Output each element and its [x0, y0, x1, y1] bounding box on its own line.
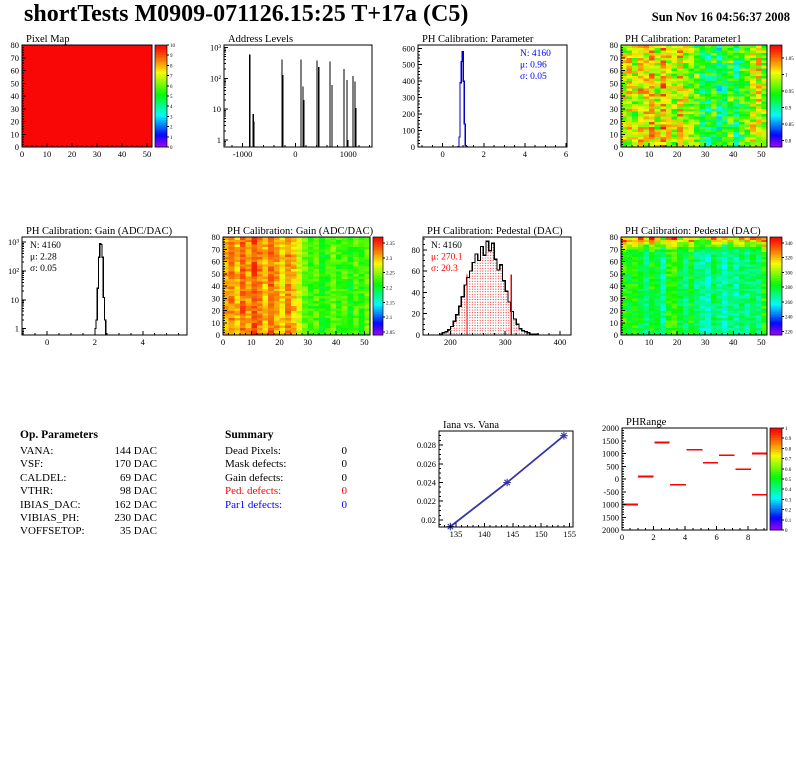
- svg-text:PH Calibration: Gain (ADC/DAC): PH Calibration: Gain (ADC/DAC): [26, 226, 173, 237]
- svg-text:0: 0: [19, 149, 25, 159]
- svg-text:30: 30: [92, 149, 102, 159]
- svg-text:30: 30: [700, 337, 710, 347]
- panel-ph-gain-map: [196, 218, 400, 358]
- summary-value: 0: [341, 498, 347, 511]
- svg-text:20: 20: [211, 305, 220, 316]
- svg-text:240: 240: [785, 315, 793, 321]
- svg-text:20: 20: [672, 337, 682, 347]
- parameter-row: [20, 499, 157, 512]
- svg-text:-500: -500: [603, 486, 619, 497]
- svg-text:40: 40: [331, 337, 341, 347]
- svg-text:0: 0: [14, 142, 19, 152]
- svg-text:0: 0: [614, 474, 619, 484]
- svg-text:0.02: 0.02: [421, 514, 436, 525]
- svg-text:20: 20: [10, 116, 19, 127]
- panel-ph-parameter: [396, 33, 596, 160]
- summary-value: 0: [341, 471, 347, 484]
- svg-text:20: 20: [672, 149, 682, 159]
- svg-text:40: 40: [117, 149, 127, 159]
- svg-text:100: 100: [402, 125, 415, 136]
- svg-text:1: 1: [170, 135, 173, 141]
- svg-text:40: 40: [10, 91, 19, 101]
- panel-ph-parameter1: [590, 33, 796, 160]
- panel-address-levels: [196, 33, 396, 160]
- svg-text:4: 4: [522, 149, 527, 159]
- svg-text:50: 50: [609, 78, 618, 89]
- svg-text:2000: 2000: [602, 423, 619, 433]
- parameter-row: [20, 445, 157, 458]
- parameter-value: 98 DAC: [120, 485, 157, 498]
- op-parameters-rows: [20, 445, 157, 539]
- svg-text:10: 10: [10, 129, 19, 140]
- svg-text:0: 0: [215, 330, 220, 340]
- svg-text:10: 10: [644, 337, 654, 347]
- svg-text:50: 50: [211, 268, 220, 279]
- parameter-value: 162 DAC: [114, 498, 157, 511]
- svg-text:N: 4160: N: 4160: [520, 49, 551, 59]
- svg-text:0.028: 0.028: [416, 440, 436, 451]
- svg-text:4: 4: [140, 337, 145, 347]
- svg-text:600: 600: [402, 43, 415, 54]
- svg-text:280: 280: [785, 286, 793, 292]
- svg-text:0.026: 0.026: [416, 458, 436, 469]
- svg-text:30: 30: [303, 337, 313, 347]
- parameter-label: VOFFSETOP:: [20, 525, 85, 538]
- iana-vs-vana-chart: [396, 408, 596, 548]
- parameter-label: IBIAS_DAC:: [20, 498, 81, 511]
- panel-ph-pedestal-map: [590, 218, 796, 358]
- svg-text:50: 50: [609, 268, 618, 279]
- svg-text:6: 6: [714, 532, 719, 542]
- svg-text:σ: 20.3: σ: 20.3: [431, 264, 458, 274]
- parameter-value: 69 DAC: [120, 471, 157, 484]
- svg-text:6: 6: [563, 149, 569, 159]
- svg-text:0: 0: [440, 149, 445, 159]
- svg-text:150: 150: [534, 529, 548, 539]
- svg-text:0: 0: [293, 149, 298, 159]
- parameter-row: [20, 458, 157, 471]
- summary-label: Gain defects:: [225, 471, 284, 484]
- svg-text:70: 70: [211, 244, 220, 255]
- svg-text:2.25: 2.25: [386, 271, 395, 277]
- op-parameters-title: Op. Parameters: [20, 429, 98, 441]
- svg-text:Pixel Map: Pixel Map: [26, 34, 70, 45]
- svg-text:40: 40: [729, 337, 738, 347]
- svg-text:10: 10: [644, 149, 654, 159]
- svg-text:PH Calibration: Parameter: PH Calibration: Parameter: [422, 34, 534, 45]
- page-title: shortTests M0909-071126.15:25 T+17a (C5): [24, 1, 469, 27]
- svg-text:1000: 1000: [602, 448, 619, 459]
- svg-text:10³: 10³: [7, 237, 19, 248]
- svg-text:5: 5: [170, 95, 173, 100]
- svg-text:10²: 10²: [7, 265, 19, 276]
- svg-text:2.1: 2.1: [386, 316, 393, 322]
- parameter-value: 144 DAC: [114, 445, 157, 457]
- svg-text:1: 1: [785, 427, 788, 432]
- svg-text:10: 10: [247, 337, 256, 347]
- svg-text:1: 1: [785, 73, 788, 79]
- summary-row: [225, 472, 347, 485]
- summary-block: [225, 429, 347, 512]
- parameter-value: 170 DAC: [114, 458, 157, 471]
- svg-text:30: 30: [700, 149, 710, 159]
- svg-text:340: 340: [785, 241, 793, 247]
- summary-value: 0: [341, 445, 347, 457]
- svg-text:6: 6: [170, 84, 173, 90]
- svg-text:0.7: 0.7: [785, 457, 792, 463]
- svg-text:PH Calibration: Pedestal (DAC): PH Calibration: Pedestal (DAC): [625, 226, 761, 237]
- parameter-row: [20, 525, 157, 538]
- parameter-value: 35 DAC: [120, 525, 157, 538]
- timestamp: Sun Nov 16 04:56:37 2008: [651, 10, 790, 24]
- svg-text:0.3: 0.3: [785, 498, 792, 504]
- svg-text:60: 60: [609, 65, 618, 76]
- summary-row: [225, 445, 347, 458]
- svg-text:2.3: 2.3: [386, 256, 393, 262]
- svg-text:60: 60: [211, 256, 220, 267]
- svg-text:2.35: 2.35: [386, 241, 395, 247]
- svg-text:0.5: 0.5: [785, 478, 792, 483]
- svg-text:1000: 1000: [602, 499, 619, 510]
- svg-text:2: 2: [481, 149, 486, 159]
- svg-text:300: 300: [498, 337, 512, 347]
- svg-text:PHRange: PHRange: [626, 417, 667, 428]
- svg-text:10: 10: [10, 294, 19, 305]
- svg-text:80: 80: [411, 244, 420, 255]
- svg-text:10²: 10²: [209, 73, 221, 84]
- svg-text:4: 4: [170, 105, 173, 111]
- svg-text:0.85: 0.85: [785, 122, 794, 128]
- summary-label: Ped. defects:: [225, 485, 282, 498]
- svg-text:40: 40: [609, 281, 618, 291]
- svg-text:30: 30: [609, 103, 618, 114]
- svg-text:0.8: 0.8: [785, 447, 792, 453]
- svg-text:2.15: 2.15: [386, 301, 395, 307]
- ph-gain-hist-chart: [0, 218, 200, 358]
- svg-text:70: 70: [609, 52, 618, 63]
- svg-text:μ: 270.1: μ: 270.1: [431, 252, 463, 263]
- svg-text:260: 260: [785, 300, 793, 306]
- ph-gain-map-chart: [196, 218, 400, 358]
- parameter-row: [20, 512, 157, 525]
- svg-text:140: 140: [478, 529, 491, 539]
- svg-text:320: 320: [785, 256, 793, 262]
- svg-text:50: 50: [757, 149, 766, 159]
- svg-text:155: 155: [563, 529, 576, 539]
- svg-text:80: 80: [609, 40, 618, 50]
- svg-text:8: 8: [170, 64, 173, 70]
- svg-text:10: 10: [609, 317, 618, 328]
- svg-text:0: 0: [613, 330, 618, 340]
- address-levels-chart: [196, 33, 396, 160]
- svg-text:0.8: 0.8: [785, 139, 792, 145]
- svg-text:1.05: 1.05: [785, 57, 794, 63]
- parameter-label: VIBIAS_PH:: [20, 512, 80, 525]
- svg-text:10³: 10³: [209, 42, 221, 53]
- svg-text:0: 0: [410, 142, 415, 152]
- svg-text:2: 2: [651, 532, 656, 542]
- op-parameters-block: [20, 429, 157, 539]
- svg-text:300: 300: [402, 92, 415, 103]
- svg-text:500: 500: [606, 461, 619, 472]
- svg-text:μ: 0.96: μ: 0.96: [520, 60, 547, 71]
- svg-text:200: 200: [444, 337, 457, 347]
- svg-text:0: 0: [618, 337, 624, 347]
- svg-text:200: 200: [402, 109, 415, 120]
- summary-label: Par1 defects:: [225, 498, 283, 511]
- svg-text:50: 50: [757, 337, 766, 347]
- pixel-map-chart: [0, 33, 200, 160]
- ph-parameter-chart: [396, 33, 596, 160]
- svg-text:2000: 2000: [602, 525, 619, 535]
- svg-text:0: 0: [44, 337, 50, 347]
- svg-text:0.9: 0.9: [785, 106, 792, 112]
- svg-text:N: 4160: N: 4160: [30, 241, 61, 251]
- svg-text:2: 2: [170, 125, 173, 131]
- summary-row: [225, 499, 347, 512]
- svg-text:Iana vs. Vana: Iana vs. Vana: [443, 420, 500, 431]
- parameter-value: 230 DAC: [114, 512, 157, 525]
- svg-text:1500: 1500: [602, 435, 619, 446]
- svg-text:70: 70: [609, 244, 618, 255]
- svg-text:80: 80: [211, 232, 220, 242]
- panel-ph-range: [590, 408, 796, 548]
- svg-text:135: 135: [449, 529, 463, 539]
- svg-text:50: 50: [10, 78, 19, 89]
- svg-text:PH Calibration: Parameter1: PH Calibration: Parameter1: [625, 34, 742, 45]
- ph-pedestal-map-chart: [590, 218, 796, 358]
- summary-value: 0: [341, 458, 347, 471]
- svg-text:0: 0: [613, 142, 618, 152]
- svg-text:1: 1: [216, 135, 221, 146]
- svg-text:500: 500: [402, 59, 415, 70]
- summary-label: Dead Pixels:: [225, 445, 281, 457]
- svg-text:400: 400: [402, 76, 415, 87]
- parameter-row: [20, 485, 157, 498]
- panel-ph-pedestal-hist: [396, 218, 596, 358]
- svg-text:0.95: 0.95: [785, 90, 794, 96]
- svg-text:0.6: 0.6: [785, 467, 792, 473]
- svg-text:0: 0: [619, 532, 625, 542]
- svg-text:40: 40: [609, 91, 618, 101]
- svg-text:220: 220: [785, 330, 793, 336]
- ph-parameter1-chart: [590, 33, 796, 160]
- svg-text:0: 0: [785, 529, 788, 534]
- svg-text:40: 40: [411, 287, 420, 298]
- svg-text:9: 9: [170, 54, 173, 60]
- svg-text:80: 80: [609, 232, 618, 242]
- ph-pedestal-hist-chart: [396, 218, 596, 358]
- svg-text:8: 8: [745, 532, 751, 542]
- svg-text:10: 10: [211, 317, 220, 328]
- svg-text:1000: 1000: [339, 149, 357, 159]
- svg-text:0: 0: [170, 146, 173, 151]
- panel-iana-vs-vana: [396, 408, 596, 548]
- parameter-label: VTHR:: [20, 485, 53, 498]
- svg-text:50: 50: [142, 149, 152, 159]
- summary-label: Mask defects:: [225, 458, 287, 471]
- svg-text:30: 30: [211, 293, 220, 304]
- svg-text:0.022: 0.022: [416, 496, 436, 507]
- svg-text:μ: 2.28: μ: 2.28: [30, 252, 57, 263]
- svg-text:40: 40: [729, 149, 738, 159]
- svg-text:0: 0: [220, 337, 226, 347]
- parameter-label: VSF:: [20, 458, 44, 471]
- svg-text:30: 30: [609, 293, 618, 304]
- svg-text:20: 20: [67, 149, 77, 159]
- svg-text:2: 2: [92, 337, 98, 347]
- summary-row: [225, 458, 347, 471]
- svg-text:Address Levels: Address Levels: [228, 34, 294, 45]
- svg-text:20: 20: [275, 337, 284, 347]
- summary-title: Summary: [225, 429, 274, 441]
- svg-text:10: 10: [212, 104, 221, 115]
- svg-text:-1000: -1000: [232, 149, 253, 159]
- ph-range-chart: [590, 408, 796, 548]
- svg-text:2.05: 2.05: [386, 331, 395, 337]
- summary-value: 0: [341, 485, 347, 498]
- svg-text:2.2: 2.2: [386, 286, 393, 292]
- panel-ph-gain-hist: [0, 218, 200, 358]
- svg-text:N: 4160: N: 4160: [431, 241, 462, 251]
- svg-text:0.9: 0.9: [785, 437, 792, 443]
- svg-text:0.2: 0.2: [785, 508, 792, 514]
- parameter-row: [20, 472, 157, 485]
- svg-text:60: 60: [609, 256, 618, 267]
- svg-text:145: 145: [506, 529, 520, 539]
- svg-text:10: 10: [42, 149, 52, 159]
- svg-text:70: 70: [10, 52, 19, 63]
- svg-text:50: 50: [360, 337, 369, 347]
- svg-text:300: 300: [785, 271, 793, 277]
- svg-text:20: 20: [411, 308, 420, 319]
- svg-text:3: 3: [170, 115, 173, 121]
- svg-text:1500: 1500: [602, 512, 619, 523]
- svg-text:10: 10: [609, 129, 618, 140]
- svg-text:400: 400: [553, 337, 567, 347]
- svg-text:σ: 0.05: σ: 0.05: [520, 72, 547, 82]
- svg-text:80: 80: [10, 40, 19, 50]
- svg-text:PH Calibration: Pedestal (DAC): PH Calibration: Pedestal (DAC): [427, 226, 563, 237]
- summary-rows: [225, 445, 347, 512]
- svg-text:0: 0: [415, 330, 420, 340]
- parameter-label: CALDEL:: [20, 471, 67, 484]
- summary-row: [225, 485, 347, 498]
- parameter-label: VANA:: [20, 445, 54, 457]
- svg-text:σ: 0.05: σ: 0.05: [30, 264, 57, 274]
- svg-text:0.4: 0.4: [785, 488, 792, 494]
- svg-text:1: 1: [14, 323, 19, 334]
- svg-text:PH Calibration: Gain (ADC/DAC): PH Calibration: Gain (ADC/DAC): [227, 226, 374, 237]
- svg-text:7: 7: [170, 74, 173, 80]
- svg-text:20: 20: [609, 116, 618, 127]
- svg-text:10: 10: [170, 44, 175, 49]
- svg-text:40: 40: [211, 281, 220, 291]
- svg-text:30: 30: [10, 103, 19, 114]
- svg-text:60: 60: [10, 65, 19, 76]
- svg-text:4: 4: [682, 532, 688, 542]
- panel-pixel-map: [0, 33, 200, 160]
- svg-text:0.024: 0.024: [416, 477, 436, 488]
- svg-text:0.1: 0.1: [785, 518, 792, 524]
- svg-text:0: 0: [618, 149, 624, 159]
- svg-text:60: 60: [411, 266, 420, 277]
- svg-text:20: 20: [609, 305, 618, 316]
